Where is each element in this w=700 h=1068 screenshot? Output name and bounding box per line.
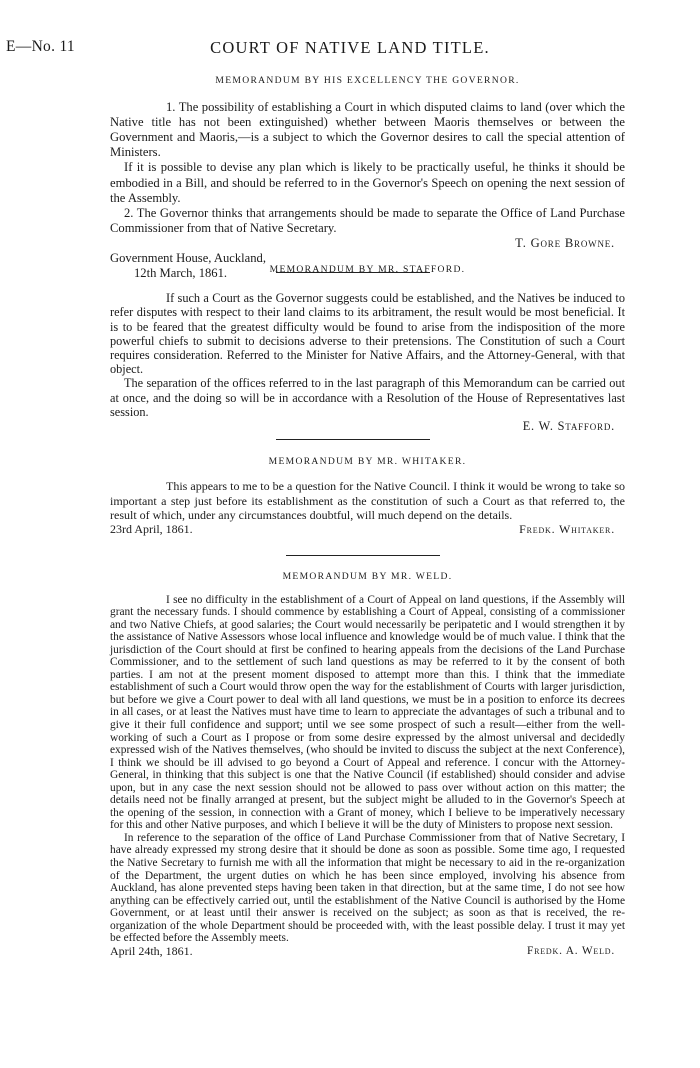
memo-heading: MEMORANDUM BY MR. STAFFORD. xyxy=(269,264,466,275)
memo-governor xyxy=(110,73,625,281)
memo-date: April 24th, 1861. xyxy=(110,944,193,959)
divider-line xyxy=(286,555,440,556)
memo-paragraph: 2. The Governor thinks that arrangements should be made to separate the Office of Land Purchase Commissioner from that of Native Secretary. xyxy=(110,205,625,235)
memo-heading: MEMORANDUM BY MR. WELD. xyxy=(282,571,453,582)
memo-heading: MEMORANDUM BY MR. WHITAKER. xyxy=(268,456,467,467)
memo-place: Government House, Auckland, xyxy=(110,251,266,266)
memo-paragraph: The separation of the offices referred to in the last paragraph of this Memorandum can be carried out at once, and the doing so will be in accordance with a Resolution of the House of Representatives last session. xyxy=(110,376,625,419)
memo-paragraph: 1. The possibility of establishing a Court in which disputed claims to land (over which the Native title has not been extinguished) whether between Maoris themselves or between the Government and Maoris,—is a subject to which the Governor desires to call the special attention of Ministers. xyxy=(110,100,625,160)
memo-weld xyxy=(110,571,625,958)
memo-heading: MEMORANDUM BY HIS EXCELLENCY THE GOVERNOR. xyxy=(215,75,520,86)
page-title: COURT OF NATIVE LAND TITLE. xyxy=(210,38,490,57)
memo-paragraph: In reference to the separation of the office of Land Purchase Commissioner from that of Native Secretary, I have already expressed my strong desire that it should be done as soon as possible. Some time ago, I requested the Native Secretary to furnish me with all the information that might be necessary to aid in the re-organization of the Department, the urgent duties on which he has been since employed, involving his absence from Auckland, has alone prevented steps having been taken in that direction, but at the same time, I do not see how anything can be effectively carried out, until the establishment of the Native Council is authorised by the Home Government, or at least until their answer is received on the subject; as soon as that is received, the re-organization of the whole Department should be proceeded with, with the least possible delay. I trust it may yet be effected before the Assembly meets. xyxy=(110,831,625,945)
document-reference: E—No. 11 xyxy=(6,38,75,55)
memo-signature: Fredk. Whitaker. xyxy=(519,522,615,537)
memo-paragraph: I see no difficulty in the establishment of a Court of Appeal on land questions, if the Assembly will grant the necessary funds. I should commence by establishing a Court of Appeal, consisting of a commissioner and two Native Chiefs, at good salaries; the Court would necessarily be peripatetic and I would strengthen it by the assistance of Native Assessors whose local influence and knowledge would be of much value. I think that the jurisdiction of the Court should at first be confined to hearing appeals from the decisions of the Land Purchase Commissioner, and to the settlement of such land questions as may be referred to it by the consent of both parties. I am not at the present moment disposed to attempt more than this. I think that the immediate establishment of such a Court would throw open the way for the establishment of Courts with larger jurisdiction, but before we give a Court power to deal with all land questions, we must be in a position to enforce its decrees in all cases, or at least the Natives must have time to learn to appreciate the advantages of such a tribunal and to give it their full confidence and support; until we see some prospect of such a result—either from the well-working of such a Court as I propose or from some desire expressed by the almost universal and decidedly expressed wish of the Natives themselves, (who should be invited to discuss the subject at the next Conference), I think we should be ill advised to go beyond a Court of Appeal and reference. I concur with the Attorney-General, in thinking that this subject is one that the Native Council (if established) should consider and advise upon, but in any case the next session should not be allowed to pass over without action on this matter; the details need not be finally arranged at present, but the subject might be alluded to in the Governor's Speech at the opening of the session, in connection with a Grant of money, which I believe to be imperatively necessary for this and other Native purposes, and which I believe it will be the duty of Ministers to propose next session. xyxy=(110,593,625,832)
memo-signature: T. Gore Browne. xyxy=(515,235,615,250)
memo-stafford xyxy=(110,263,625,433)
memo-paragraph: This appears to me to be a question for the Native Council. I think it would be wrong to take so important a step just before its establishment as the constitution of such a Court as that referred to, the result of which, under any circumstances doubtful, will much depend on the details. xyxy=(110,479,625,522)
memo-date: 12th March, 1861. xyxy=(134,266,228,281)
memo-signature: E. W. Stafford. xyxy=(522,419,615,434)
memo-signature: Fredk. A. Weld. xyxy=(526,944,615,957)
memo-whitaker xyxy=(110,455,625,537)
divider-line xyxy=(276,439,430,440)
memo-date: 23rd April, 1861. xyxy=(110,522,193,537)
memo-paragraph: If it is possible to devise any plan which is likely to be practically useful, he thinks it should be embodied in a Bill, and should be referred to in the Governor's Speech on opening the next session of the Assembly. xyxy=(110,160,625,205)
memo-paragraph: If such a Court as the Governor suggests could be established, and the Natives be induced to refer disputes with respect to their land claims to its arbitrament, the result would be most beneficial. It is to be feared that the greatest difficulty would be found to arise from the indisposition of the more powerful chiefs to submit to decisions adverse to their pretensions. The Constitution of such a Court requires consideration. Referred to the Minister for Native Affairs, and the Attorney-General, with that object. xyxy=(110,291,625,377)
